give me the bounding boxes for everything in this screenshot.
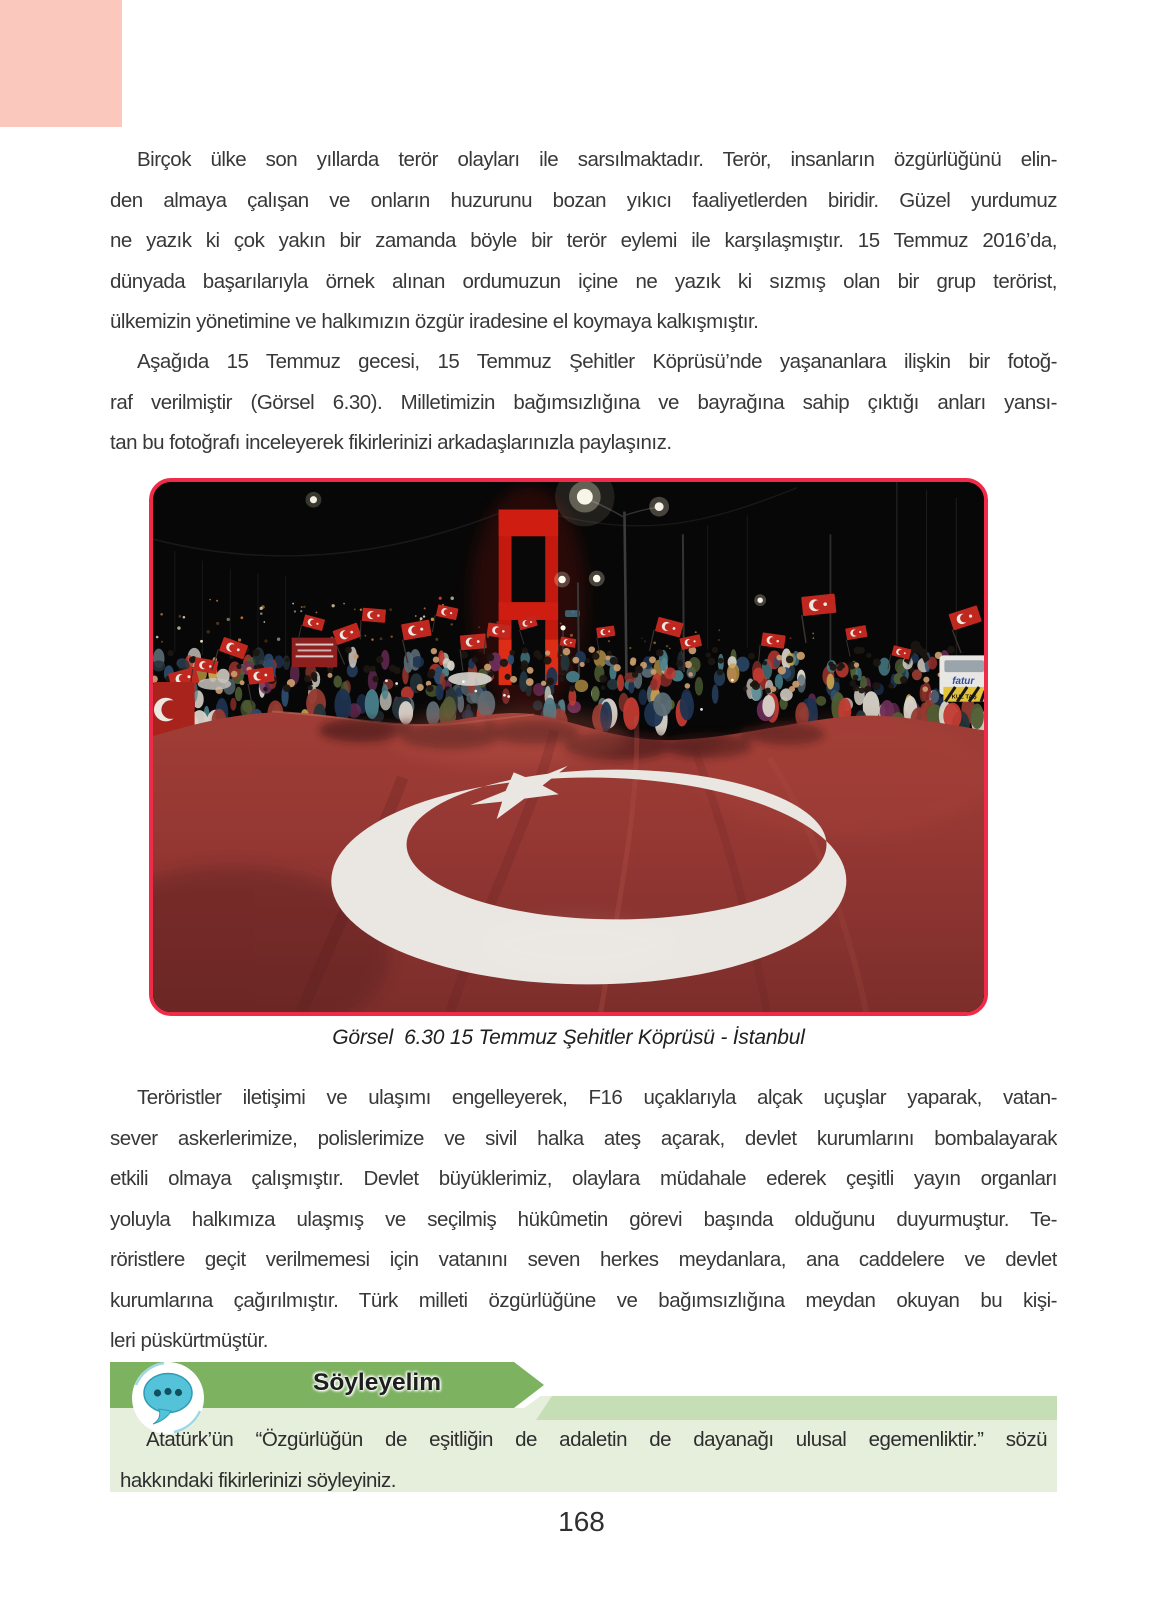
paragraph-photo-intro	[110, 342, 1057, 464]
van-sign-text: KUL TAŞ	[951, 694, 977, 701]
red-beacon	[439, 597, 442, 600]
paragraph-terror-intro	[110, 140, 1057, 343]
page-number: 168	[558, 1506, 605, 1537]
text-line: Teröristler iletişimi ve ulaşımı engelleyerek, F16 uçaklarıyla alçak uçuşlar yaparak, vatan-	[137, 1086, 1057, 1109]
text-line: ülkemizin yönetimine ve halkımızın özgür iradesine el koymaya kalkışmıştır.	[110, 310, 759, 333]
giant-flag	[153, 707, 984, 1012]
text-line: sever askerlerimize, polislerimize ve sivil halka ateş açarak, devlet kurumlarını bombalayarak	[110, 1126, 1057, 1150]
paragraph-resistance	[110, 1078, 1057, 1362]
photo-illustration	[153, 482, 984, 1012]
callout-soyleyelim	[110, 1362, 1057, 1492]
callout-title: Söyleyelim	[312, 1369, 441, 1396]
figure-caption: Görsel 6.30 15 Temmuz Şehitler Köprüsü - İstanbul	[332, 1026, 805, 1049]
text-line: röristlere geçit verilmemesi için vatanını seven herkes meydanlara, ana caddelere ve devlet	[110, 1248, 1057, 1271]
text-line: den almaya çalışan ve onların huzurunu bozan yıkıcı faaliyetlerden biridir. Güzel yurdumuz	[110, 188, 1057, 212]
callout-quote	[120, 1420, 1047, 1501]
text-line: leri püskürtmüştür.	[110, 1329, 268, 1352]
text-line: Aşağıda 15 Temmuz gecesi, 15 Temmuz Şehitler Köprüsü’nde yaşananlara ilişkin bir fotoğ-	[137, 350, 1057, 373]
text-line: etkili olmaya çalışmıştır. Devlet büyüklerimiz, olaylara müdahale ederek çeşitli yayın organları	[110, 1167, 1057, 1190]
text-line: raf verilmiştir (Görsel 6.30). Milletimizin bağımsızlığına ve bayrağına sahip çıktığı anları yansı-	[110, 390, 1057, 414]
text-line: yoluyla halkımıza ulaşmış ve seçilmiş hükûmetin görevi başında olduğunu duyurmuştur. Te-	[110, 1207, 1057, 1231]
text-line: ne yazık ki çok yakın bir zamanda böyle bir terör eylemi ile karşılaşmıştır. 15 Temmuz 2016’da,	[110, 229, 1057, 252]
text-line: dünyada başarılarıyla örnek alınan ordumuzun içine ne yazık ki sızmış olan bir grup terörist,	[110, 269, 1057, 293]
van	[939, 655, 984, 701]
text-line: kurumlarına çağırılmıştır. Türk milleti özgürlüğüne ve bağımsızlığına meydan okuyan bu kişi-	[110, 1288, 1057, 1312]
text-line: Birçok ülke son yıllarda terör olayları ile sarsılmaktadır. Terör, insanların özgürlüğünü elin-	[137, 148, 1057, 171]
text-line: Atatürk’ün “Özgürlüğün de eşitliğin de adaletin de dayanağı ulusal egemenliktir.” sözü	[146, 1428, 1047, 1451]
callout-header-band	[536, 1396, 1057, 1420]
text-line: hakkındaki fikirlerinizi söyleyiniz.	[120, 1468, 396, 1492]
decor-pink-block	[0, 0, 122, 127]
text-line: tan bu fotoğrafı inceleyerek fikirlerinizi arkadaşlarınızla paylaşınız.	[110, 431, 672, 454]
banner-sign	[292, 638, 338, 668]
van-brand-text: fatur	[952, 675, 975, 687]
figure-photo	[149, 478, 988, 1016]
